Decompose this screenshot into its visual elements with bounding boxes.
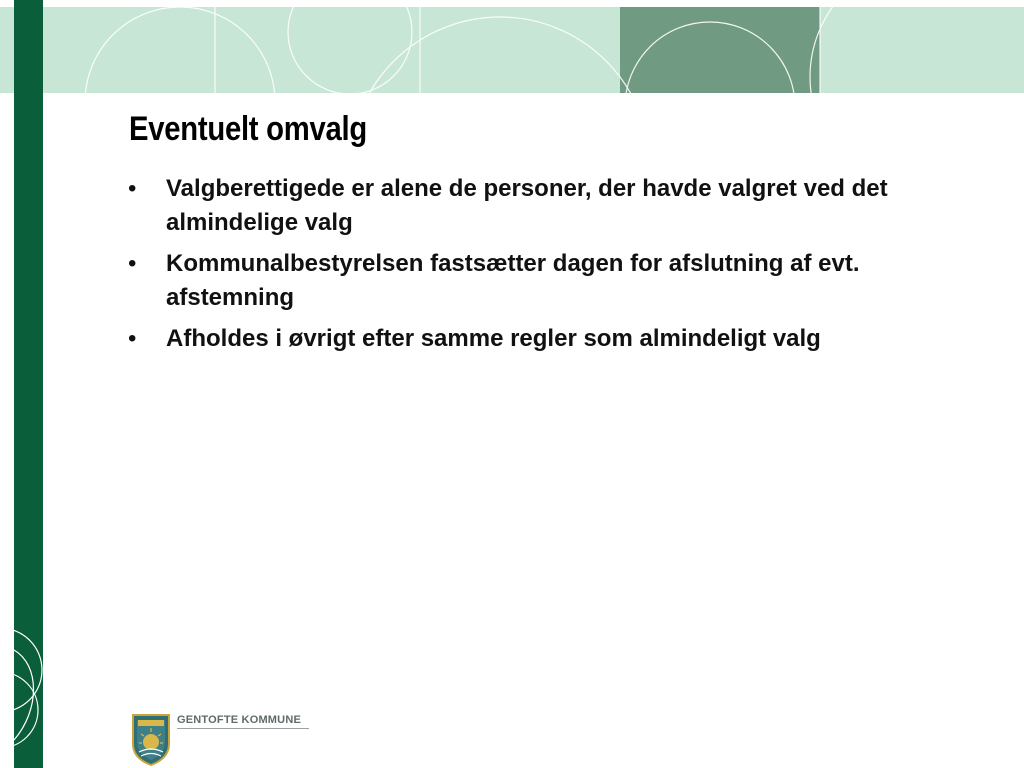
bullet-glyph: • — [128, 250, 137, 277]
slide-title: Eventuelt omvalg — [129, 110, 367, 148]
bullet-text: Valgberettigede er alene de personer, der havde valgret ved det almindelige valg — [166, 175, 888, 236]
bullet-glyph: • — [128, 325, 137, 352]
organization-underline — [177, 728, 309, 729]
organization-name: GENTOFTE KOMMUNE — [177, 714, 301, 726]
header-decoration-band — [0, 7, 1024, 93]
bullet-item — [126, 322, 986, 356]
bullet-item — [126, 172, 986, 240]
bullet-item — [126, 247, 986, 315]
bullet-list — [126, 172, 986, 363]
coat-of-arms-icon — [131, 712, 171, 766]
bullet-glyph: • — [128, 175, 137, 202]
bullet-text: Afholdes i øvrigt efter samme regler som almindeligt valg — [166, 325, 821, 352]
left-decoration-curves — [0, 590, 60, 768]
bullet-text: Kommunalbestyrelsen fastsætter dagen for afslutning af evt. afstemning — [166, 250, 860, 311]
